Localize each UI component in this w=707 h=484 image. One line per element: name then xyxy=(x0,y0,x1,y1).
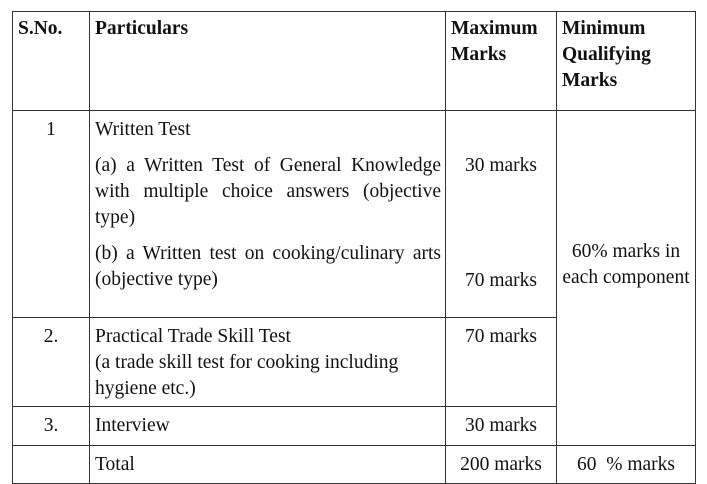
row-max-marks: 30 marks xyxy=(446,407,557,446)
row-part-a: (a) a Written Test of General Knowledge with multiple choice answers (objective type) xyxy=(95,155,441,228)
min-qualifying-text: 60% marks in each component xyxy=(562,241,690,288)
row-particulars xyxy=(90,111,446,318)
row-sno: 3. xyxy=(13,407,90,446)
row-max-marks xyxy=(446,111,557,318)
header-row xyxy=(13,12,696,111)
total-min: 60 % marks xyxy=(557,446,696,484)
marks-b: 70 marks xyxy=(464,270,538,291)
table-row xyxy=(13,111,696,318)
header-max-marks: Maximum Marks xyxy=(446,12,557,111)
row-part-b: (b) a Written test on cooking/culinary arts (objective type) xyxy=(95,243,441,290)
row-max-marks: 70 marks xyxy=(446,318,557,407)
total-label: Total xyxy=(90,446,446,484)
header-particulars: Particulars xyxy=(90,12,446,111)
row-sno: 2. xyxy=(13,318,90,407)
row-particulars xyxy=(90,318,446,407)
row-detail: (a trade skill test for cooking including hygiene etc.) xyxy=(95,352,399,399)
header-min-marks: Minimum Qualifying Marks xyxy=(557,12,696,111)
row-title: Written Test xyxy=(95,119,191,140)
total-row xyxy=(13,446,696,484)
marks-table xyxy=(12,11,696,484)
total-max: 200 marks xyxy=(446,446,557,484)
min-qualifying-cell xyxy=(557,111,696,446)
header-sno: S.No. xyxy=(13,12,90,111)
marks-a: 30 marks xyxy=(464,155,538,176)
row-particulars: Interview xyxy=(90,407,446,446)
total-sno-empty xyxy=(13,446,90,484)
row-sno: 1 xyxy=(13,111,90,318)
row-title: Practical Trade Skill Test xyxy=(95,326,291,347)
